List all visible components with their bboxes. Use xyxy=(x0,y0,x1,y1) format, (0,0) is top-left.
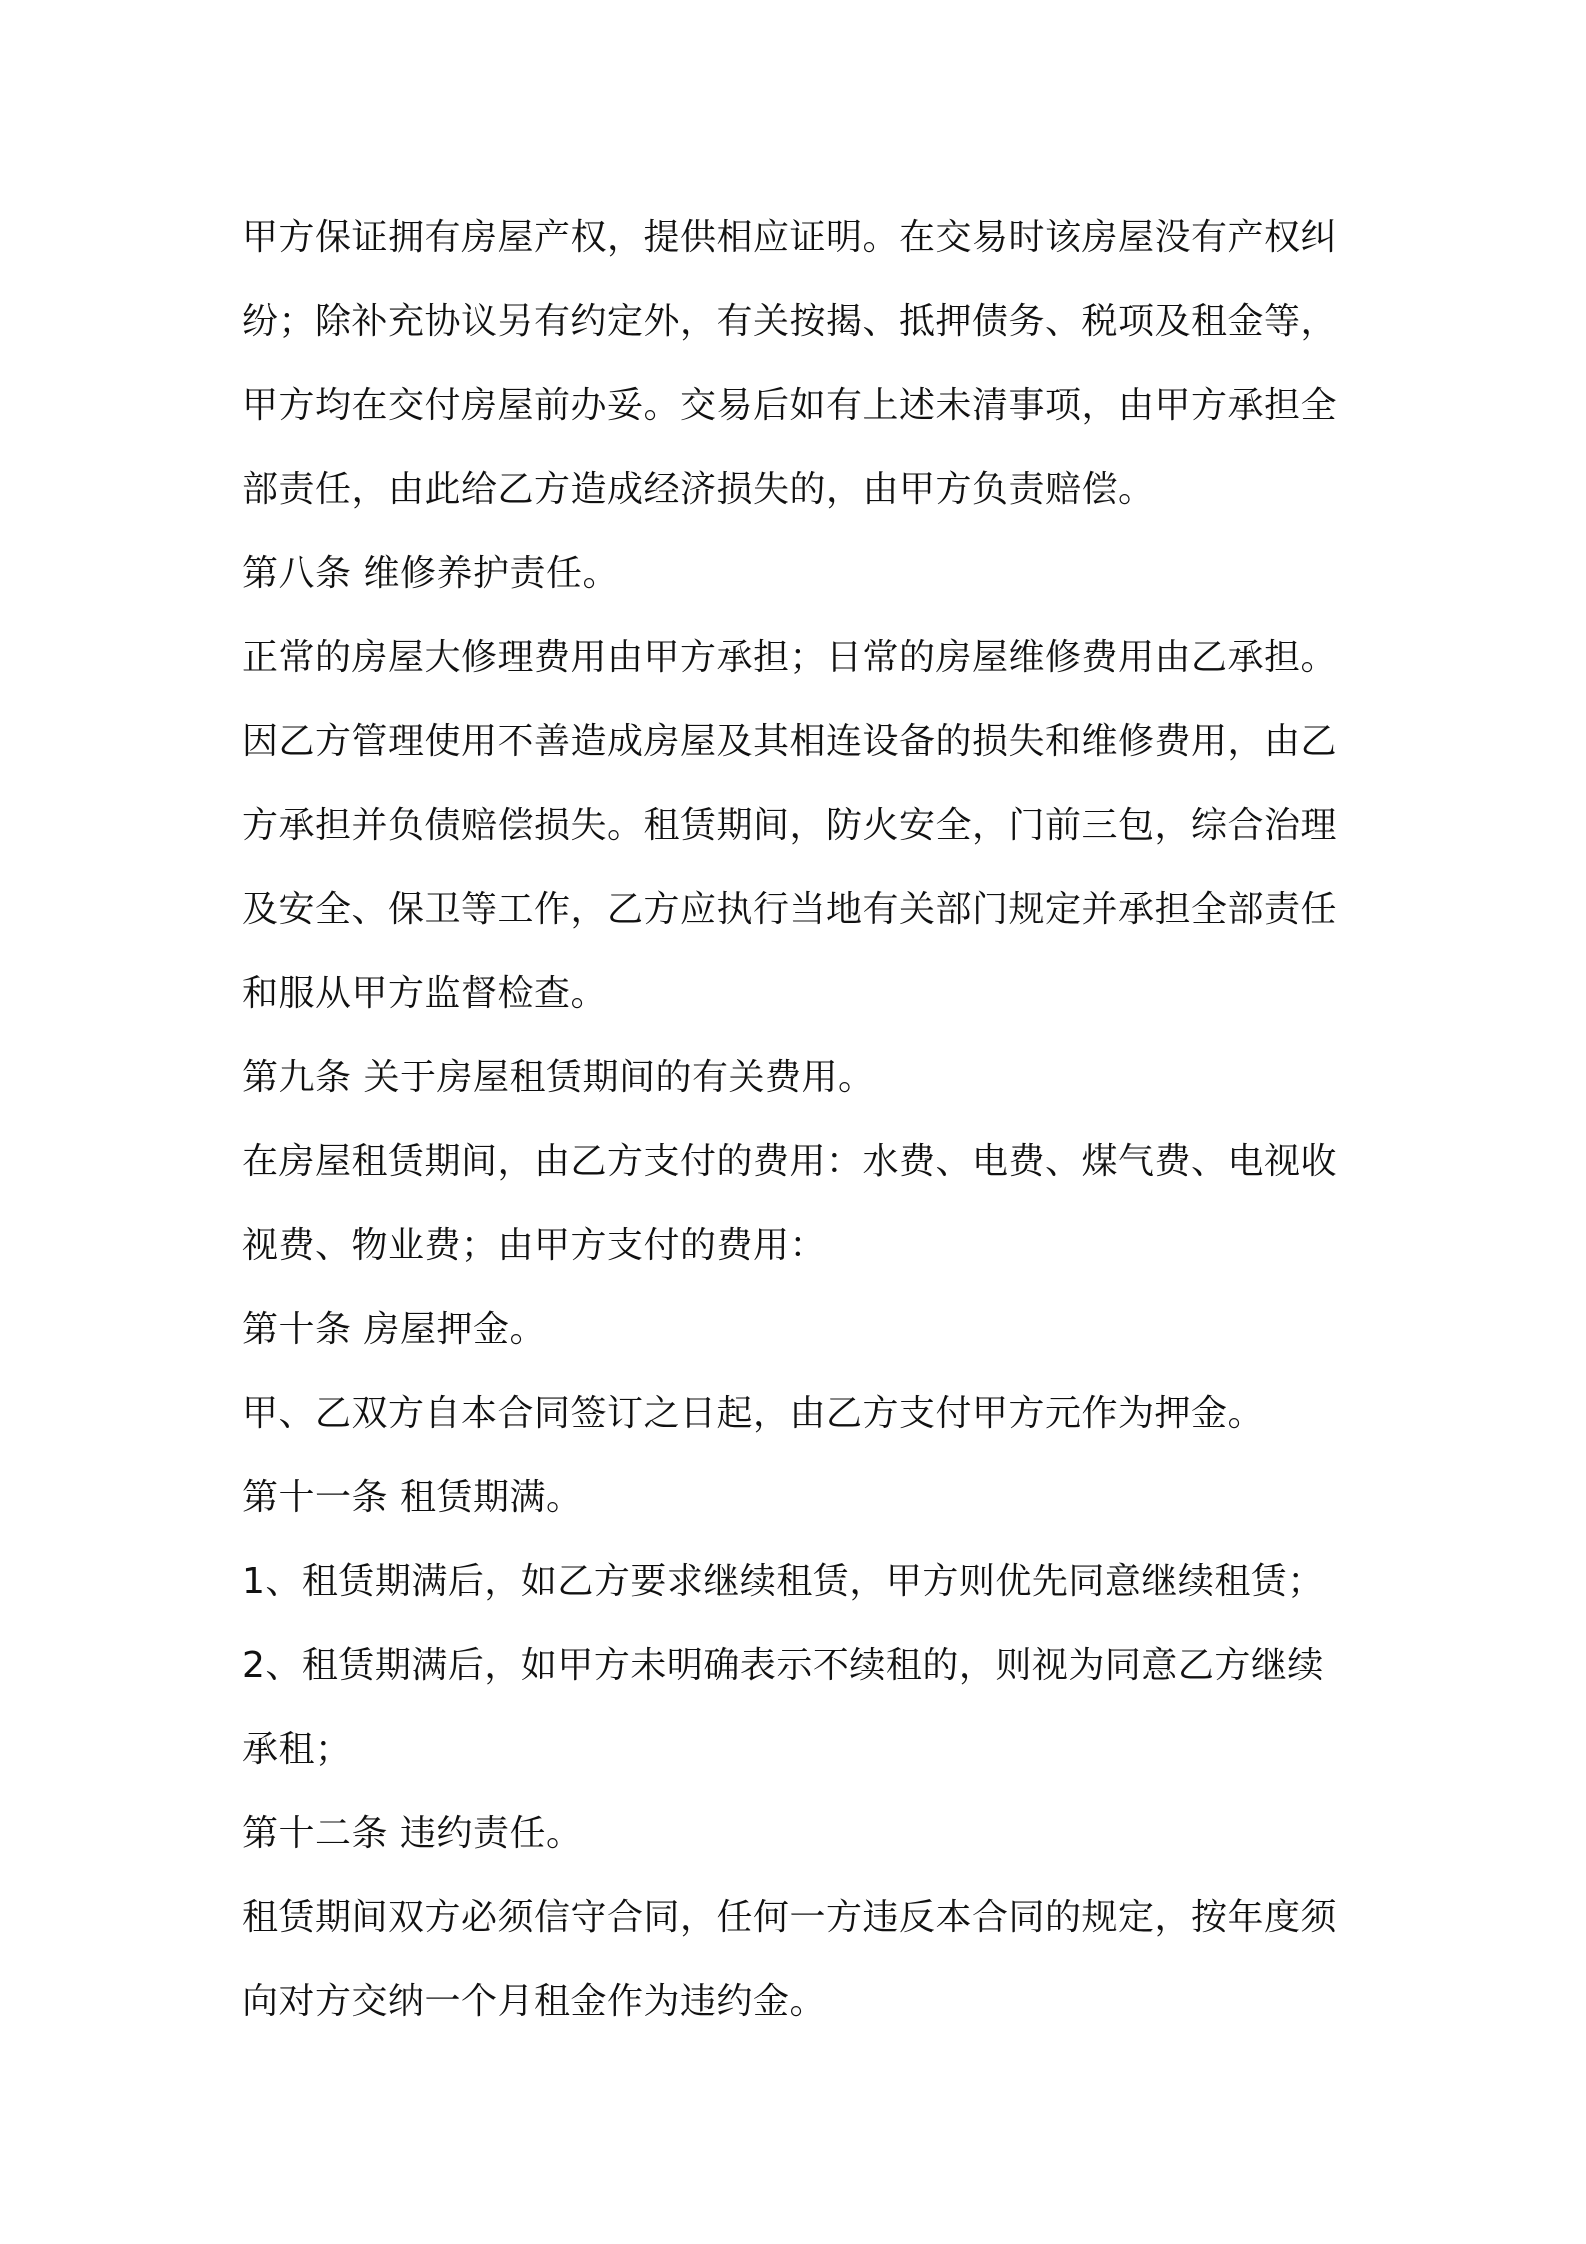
paragraph-line: 视费、物业费；由甲方支付的费用： xyxy=(242,1225,827,1266)
paragraph-line: 承租； xyxy=(242,1729,352,1770)
paragraph-line: 甲方保证拥有房屋产权，提供相应证明。在交易时该房屋没有产权纠 xyxy=(242,217,1338,258)
document-body xyxy=(242,196,1362,2044)
paragraph-line: 正常的房屋大修理费用由甲方承担；日常的房屋维修费用由乙承担。 xyxy=(242,637,1338,678)
list-item: 2、租赁期满后，如甲方未明确表示不续租的，则视为同意乙方继续 xyxy=(242,1645,1324,1686)
paragraph-line: 纷；除补充协议另有约定外，有关按揭、抵押债务、税项及租金等， xyxy=(242,301,1338,342)
list-item: 1、租赁期满后，如乙方要求继续租赁，甲方则优先同意继续租赁； xyxy=(242,1561,1324,1602)
paragraph-line: 方承担并负债赔偿损失。租赁期间，防火安全，门前三包，综合治理 xyxy=(242,805,1338,846)
paragraph-line: 甲、乙双方自本合同签订之日起，由乙方支付甲方元作为押金。 xyxy=(242,1393,1265,1434)
paragraph-line: 及安全、保卫等工作，乙方应执行当地有关部门规定并承担全部责任 xyxy=(242,889,1338,930)
article-10-heading: 第十条 房屋押金。 xyxy=(242,1309,546,1350)
article-11-heading: 第十一条 租赁期满。 xyxy=(242,1477,583,1518)
paragraph-line: 部责任，由此给乙方造成经济损失的，由甲方负责赔偿。 xyxy=(242,469,1155,510)
paragraph-line: 向对方交纳一个月租金作为违约金。 xyxy=(242,1981,827,2022)
article-9-heading: 第九条 关于房屋租赁期间的有关费用。 xyxy=(242,1057,875,1098)
paragraph-line: 甲方均在交付房屋前办妥。交易后如有上述未清事项，由甲方承担全 xyxy=(242,385,1338,426)
article-8-heading: 第八条 维修养护责任。 xyxy=(242,553,619,594)
article-12-heading: 第十二条 违约责任。 xyxy=(242,1813,583,1854)
paragraph-line: 租赁期间双方必须信守合同，任何一方违反本合同的规定，按年度须 xyxy=(242,1897,1338,1938)
paragraph-line: 因乙方管理使用不善造成房屋及其相连设备的损失和维修费用，由乙 xyxy=(242,721,1338,762)
paragraph-line: 和服从甲方监督检查。 xyxy=(242,973,608,1014)
paragraph-line: 在房屋租赁期间，由乙方支付的费用：水费、电费、煤气费、电视收 xyxy=(242,1141,1338,1182)
